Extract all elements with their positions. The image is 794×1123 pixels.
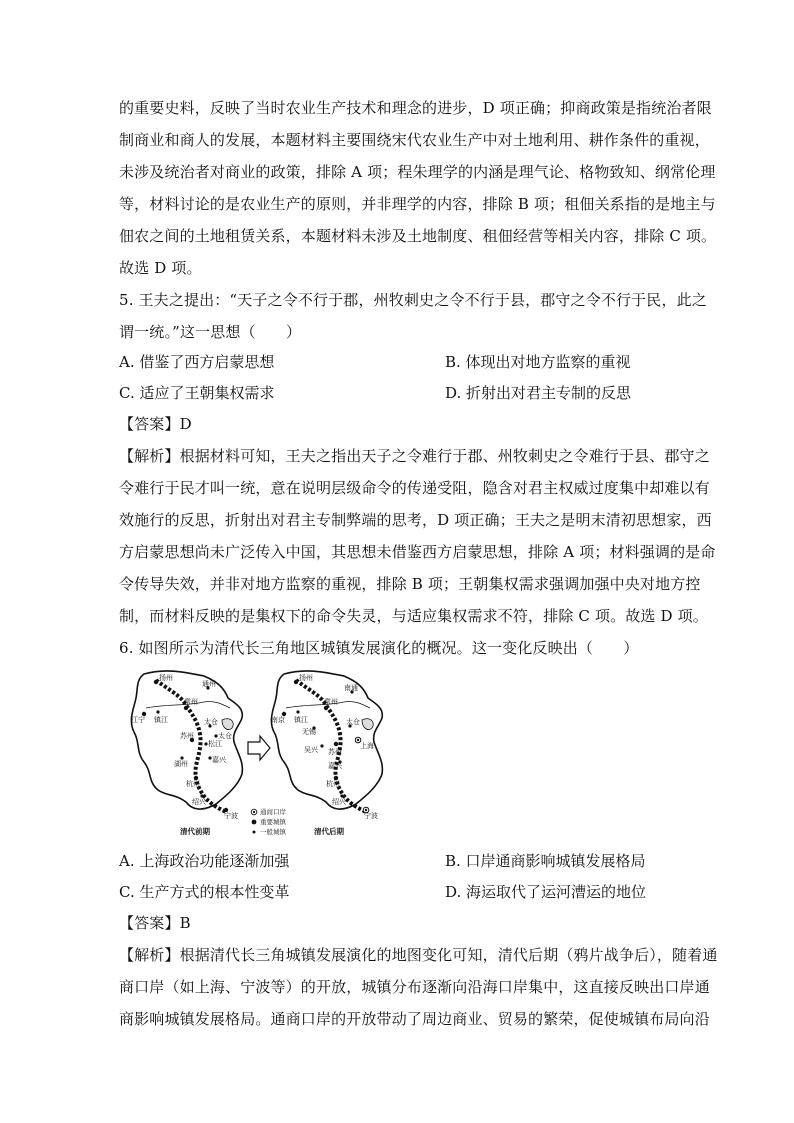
map-caption-right: 清代后期 [314, 827, 344, 836]
legend-label-major-town: 重要城镇 [260, 818, 286, 826]
map-label: 太仓 [204, 718, 218, 726]
q5-analysis-line: 制，而材料反映的是集权下的命令失灵，与适应集权需求不符，排除 C 项。故选 D 项。 [119, 607, 708, 625]
text-line: 的重要史料，反映了当时农业生产技术和理念的进步，D 项正确；抑商政策是指统治者限 [119, 99, 712, 117]
left-map-landmass [131, 671, 242, 809]
map-label: 镇江 [294, 716, 308, 724]
map-label: 太仓 [346, 718, 360, 726]
text-line: 等，材料讨论的是农业生产的原则，并非理学的内容，排除 B 项；租佃关系指的是地主与 [119, 195, 716, 213]
q5-answer: 【答案】D [119, 415, 192, 433]
map-label: 宁波 [364, 812, 378, 820]
q5-option-a[interactable]: A. 借鉴了西方启蒙思想 [119, 353, 275, 371]
question-6-stem: 6. 如图所示为清代长三角地区城镇发展演化的概况。这一变化反映出（ ） [119, 639, 639, 657]
q5-analysis-line: 令难行于民才叫一统，意在说明层级命令的传递受阻，隐含对君主权威过度集中却难以有 [119, 479, 710, 497]
q6-analysis-line: 商口岸（如上海、宁波等）的开放，城镇分布逐渐向沿海口岸集中，这直接反映出口岸通 [119, 978, 710, 996]
legend-label-port: 通商口岸 [260, 808, 286, 816]
map-label: 吴兴 [304, 746, 318, 754]
map-label: 嘉兴 [212, 756, 226, 764]
map-label: 嘉兴 [328, 762, 342, 770]
text-line: 制商业和商人的发展，本题材料主要围绕宋代农业生产中对土地利用、耕作条件的重视， [119, 131, 710, 149]
map-label: 苏州 [328, 748, 342, 756]
text-line: 故选 D 项。 [119, 259, 202, 277]
q5-analysis-line: 方启蒙思想尚未广泛传入中国，其思想未借鉴西方启蒙思想，排除 A 项；材料强调的是命 [119, 543, 716, 561]
map-label: 常州 [184, 698, 198, 706]
map-label: 镇江 [154, 716, 168, 724]
q6-option-b[interactable]: B. 口岸通商影响城镇发展格局 [445, 852, 646, 870]
q6-analysis-line: 【解析】根据清代长三角城镇发展演化的地图变化可知，清代后期（鸦片战争后），随着通 [119, 946, 718, 964]
q5-option-c[interactable]: C. 适应了王朝集权需求 [119, 384, 275, 402]
map-label: 无锡 [302, 728, 316, 736]
map-label: 常州 [324, 698, 338, 706]
q6-analysis-line: 商影响城镇发展格局。通商口岸的开放带动了周边商业、贸易的繁荣，促使城镇布局向沿 [119, 1010, 710, 1028]
transition-arrow [248, 736, 270, 760]
map-label: 江宁 [131, 716, 145, 724]
map-label: 苏州 [180, 732, 194, 740]
map-label: 扬州 [159, 674, 173, 682]
q6-option-d[interactable]: D. 海运取代了运河漕运的地位 [445, 883, 647, 901]
map-svg [126, 662, 388, 840]
map-label: 绍兴 [332, 798, 346, 806]
q5-analysis-line: 【解析】根据材料可知，王夫之指出天子之令难行于郡、州牧刺史之令难行于县、郡守之 [119, 447, 710, 465]
map-label: 杭州 [186, 780, 200, 788]
q5-analysis-line: 效施行的反思，折射出对君主专制弊端的思考，D 项正确；王夫之是明末清初思想家，西 [119, 511, 712, 529]
right-map-landmass [271, 671, 382, 809]
q6-option-a[interactable]: A. 上海政治功能逐渐加强 [119, 852, 290, 870]
map-label: 扬州 [299, 674, 313, 682]
map-label: 上海 [360, 742, 374, 750]
q6-answer: 【答案】B [119, 914, 191, 932]
q6-option-c[interactable]: C. 生产方式的根本性变革 [119, 883, 290, 901]
map-label: 松江 [208, 740, 222, 748]
q5-option-b[interactable]: B. 体现出对地方监察的重视 [445, 353, 631, 371]
map-legend [251, 807, 286, 836]
map-label: 湖州 [174, 760, 188, 768]
map-label: 宁波 [224, 812, 238, 820]
question-5-stem: 谓一统。”这一思想（ ） [119, 323, 302, 341]
text-line: 未涉及统治者对商业的政策，排除 A 项；程朱理学的内涵是理气论、格物致知、纲常伦理 [119, 163, 716, 181]
map-label: 杭州 [326, 780, 340, 788]
map-label: 南通 [344, 684, 358, 692]
question-5-stem: 5. 王夫之提出：“天子之令不行于郡，州牧刺史之令不行于县，郡守之令不行于民，此之 [119, 291, 707, 309]
text-line: 佃农之间的土地租赁关系，本题材料未涉及土地制度、租佃经营等相关内容，排除 C 项。 [119, 227, 717, 245]
map-label: 太仓 [218, 732, 232, 740]
q5-option-d[interactable]: D. 折射出对君主专制的反思 [445, 384, 632, 402]
map-label: 绍兴 [192, 798, 206, 806]
q5-analysis-line: 令传导失效，并非对地方监察的重视，排除 B 项；王朝集权需求强调加强中央对地方控 [119, 575, 701, 593]
map-label: 通州 [202, 680, 216, 688]
map-label: 南京 [271, 716, 285, 724]
map-caption-left: 清代前期 [180, 827, 210, 836]
yangtze-delta-map-figure [126, 662, 388, 840]
legend-label-ordinary-town: 一般城镇 [260, 828, 286, 836]
